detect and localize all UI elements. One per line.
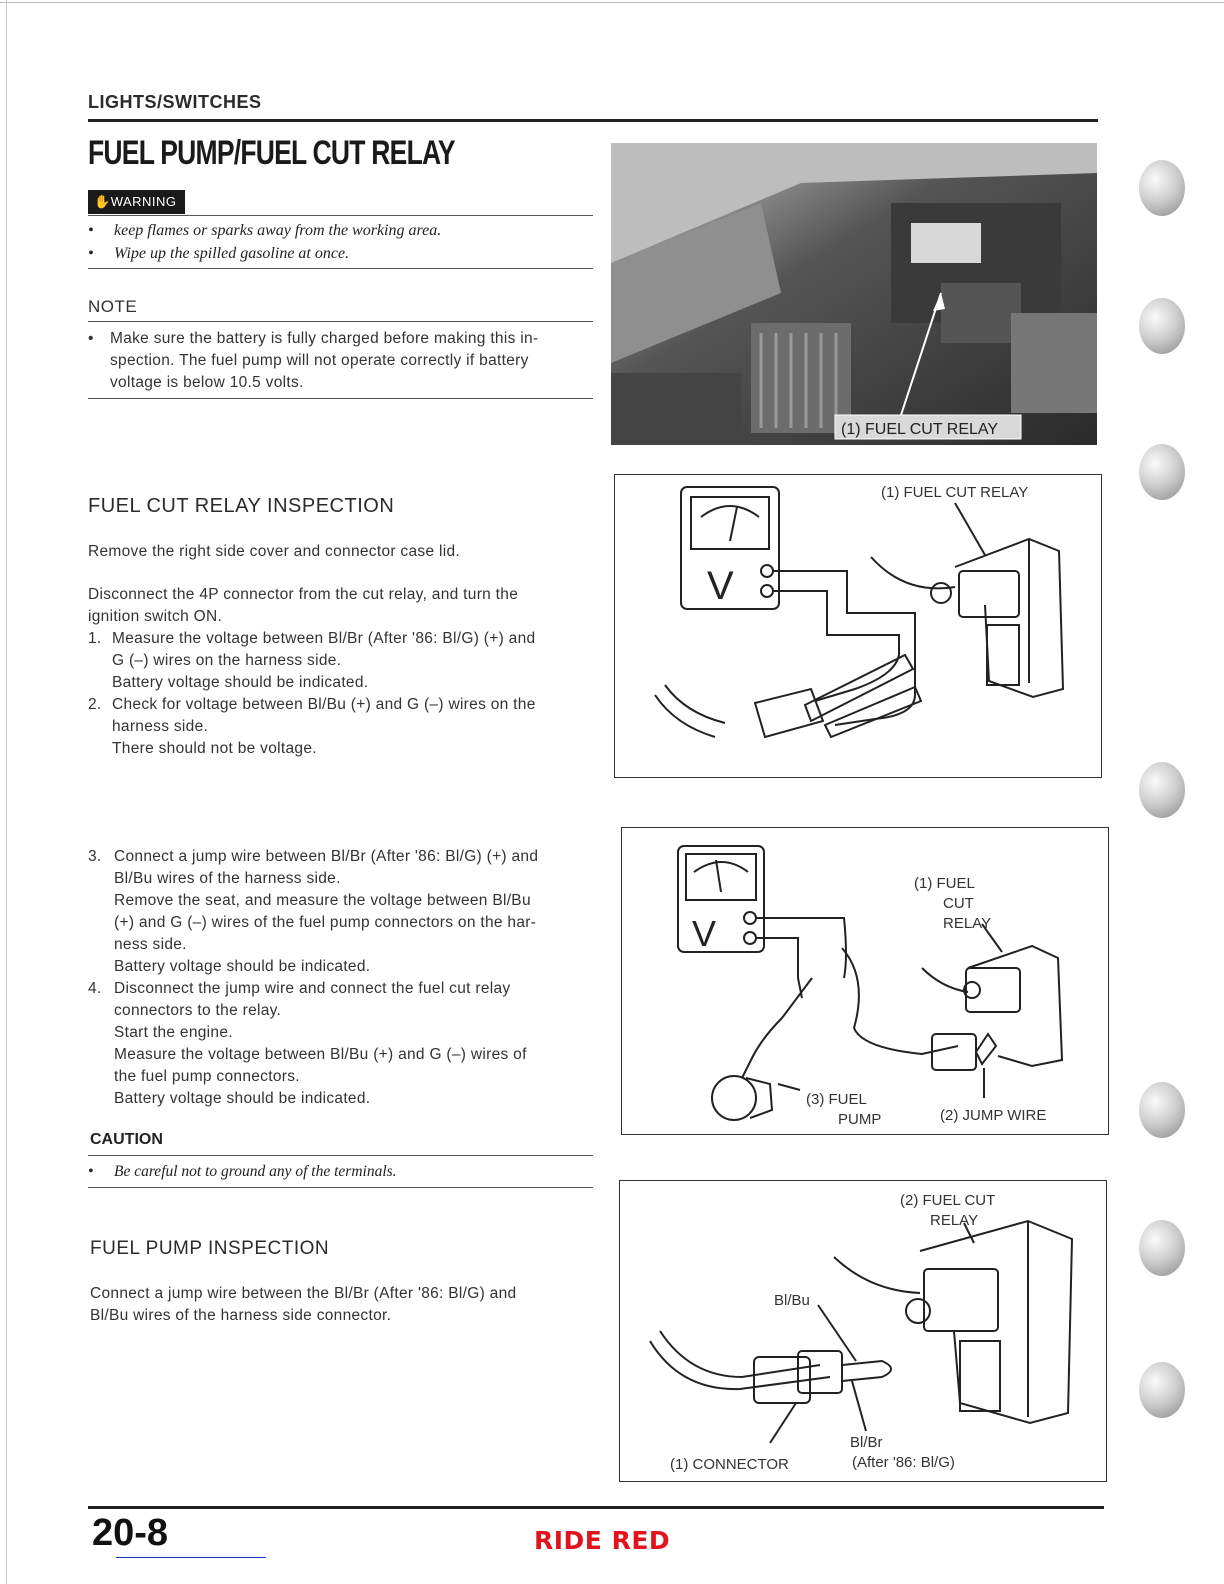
figure-3-diagram [620, 1181, 1106, 1481]
relay-p1: Remove the right side cover and connector case lid. [88, 543, 460, 560]
figure-3-label-2a: (2) FUEL CUT [900, 1192, 996, 1209]
thumb-tab [1139, 1362, 1185, 1418]
figure-1-diagram [615, 475, 1101, 777]
figure-2-diagram [622, 828, 1108, 1134]
warning-badge-text: WARNING [110, 194, 177, 209]
step-3: 3. Connect a jump wire between Bl/Br (After '86: Bl/G) (+) and Bl/Bu wires of the harness side. Remove the seat, and measure the voltage between Bl/Bu (+) and G (–) wires of the fuel pump connectors on the har- ness side. Battery voltage should be indicated. [88, 848, 539, 975]
note-heading: NOTE [88, 297, 138, 316]
note-rule-top [88, 321, 593, 322]
pump-inspection-text: Connect a jump wire between the Bl/Br (After '86: Bl/G) and Bl/Bu wires of the harness side connector. [90, 1285, 517, 1324]
figure-1 [614, 474, 1102, 778]
warning-rule-bottom [88, 268, 593, 269]
caution-rule-top [88, 1155, 593, 1156]
warning-rule-top [88, 215, 593, 216]
scan-edge [0, 2, 1224, 3]
thumb-tab [1139, 298, 1185, 354]
thumb-tab [1139, 444, 1185, 500]
figure-1-label: (1) FUEL CUT RELAY [881, 484, 1029, 501]
relay-inspection-heading: FUEL CUT RELAY INSPECTION [88, 495, 395, 517]
pump-inspection-heading: FUEL PUMP INSPECTION [90, 1238, 330, 1259]
warning-item: • Wipe up the spilled gasoline at once. [88, 245, 350, 262]
figure-2-label-1c: RELAY [943, 915, 992, 932]
relay-photo-image [611, 143, 1097, 445]
warning-item: • keep flames or sparks away from the working area. [88, 222, 442, 239]
section-header: LIGHTS/SWITCHES [88, 92, 262, 112]
figure-2-label-3a: (3) FUEL [806, 1091, 867, 1108]
caution-rule-bottom [88, 1187, 593, 1188]
step-4: 4. Disconnect the jump wire and connect the fuel cut relay connectors to the relay. Start the engine. Measure the voltage between Bl/Bu (+) and G (–) wires of the fuel pump connectors. Battery voltage should be indicated. [88, 980, 527, 1107]
relay-photo [611, 143, 1097, 445]
note-text: • Make sure the battery is fully charged before making this in- spection. The fuel pump will not operate correctly if battery voltage is below 10.5 volts. [88, 330, 539, 391]
figure-2-meter-v: V [692, 913, 717, 954]
caution-heading: CAUTION [90, 1131, 163, 1148]
figure-3 [619, 1180, 1107, 1482]
thumb-tab [1139, 1082, 1185, 1138]
scan-margin [6, 0, 7, 1584]
caution-item: • Be careful not to ground any of the terminals. [88, 1163, 397, 1180]
warning-hand-icon: ✋ [94, 194, 111, 209]
thumb-tab [1139, 160, 1185, 216]
figure-2 [621, 827, 1109, 1135]
figure-2-label-1b: CUT [943, 895, 974, 912]
figure-3-wire-a: Bl/Bu [774, 1292, 810, 1309]
figure-2-label-2: (2) JUMP WIRE [940, 1107, 1047, 1124]
note-rule-bottom [88, 398, 593, 399]
brand-footer: RIDE RED [534, 1526, 671, 1555]
relay-p2: Disconnect the 4P connector from the cut relay, and turn the ignition switch ON. [88, 586, 519, 625]
figure-3-label-1: (1) CONNECTOR [670, 1456, 789, 1473]
thumb-tab [1139, 1220, 1185, 1276]
warning-badge [88, 190, 185, 214]
figure-2-label-3b: PUMP [838, 1111, 882, 1128]
page-number: 20-8 [92, 1512, 169, 1554]
step-1: 1. Measure the voltage between Bl/Br (After '86: Bl/G) (+) and G (–) wires on the harness side. Battery voltage should be indicated. [88, 630, 536, 691]
figure-3-wire-b2: (After '86: Bl/G) [852, 1454, 955, 1471]
header-rule [88, 119, 1098, 122]
step-2: 2. Check for voltage between Bl/Bu (+) and G (–) wires on the harness side. There should not be voltage. [88, 696, 536, 757]
figure-3-label-2b: RELAY [930, 1212, 979, 1229]
thumb-tab [1139, 762, 1185, 818]
page-link-underline [116, 1557, 266, 1558]
page-title: FUEL PUMP/FUEL CUT RELAY [88, 134, 455, 172]
photo-label: (1) FUEL CUT RELAY [841, 421, 999, 438]
figure-2-label-1a: (1) FUEL [914, 875, 975, 892]
footer-rule [88, 1506, 1104, 1509]
figure-3-wire-b1: Bl/Br [850, 1434, 883, 1451]
figure-1-meter-v: V [707, 564, 734, 608]
